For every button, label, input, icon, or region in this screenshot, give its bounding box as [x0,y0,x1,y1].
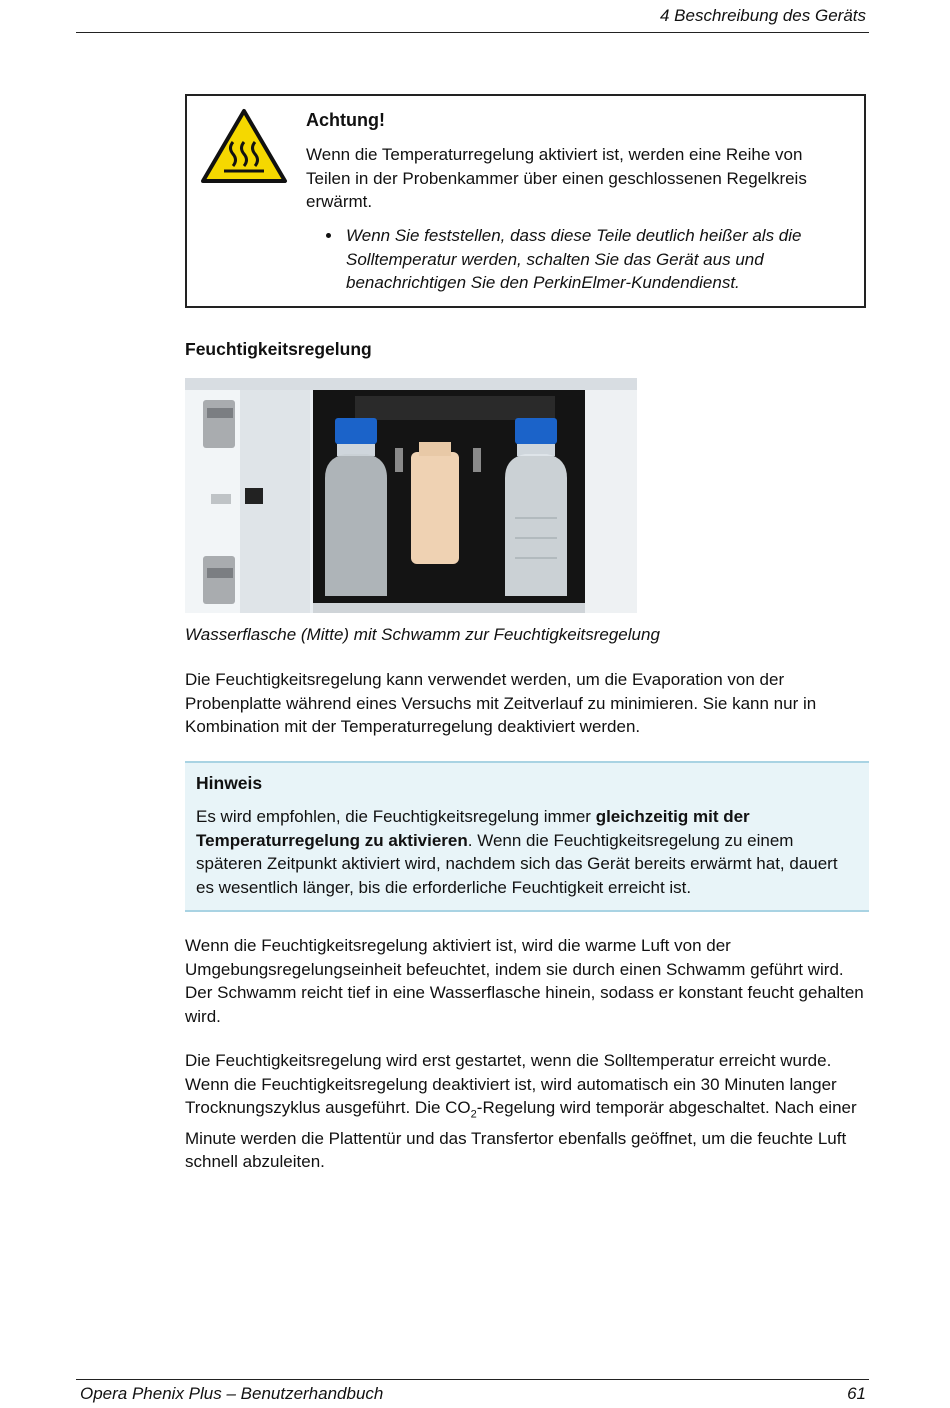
paragraph-humidification: Wenn die Feuchtigkeitsregelung aktiviert ist, wird die warme Luft von der Umgebungsregelungseinheit befeuchtet, indem sie durch einen Schwamm geführt wird. Der Schwamm reicht tief in eine Wasserflasche hinein, sodass er konstant feucht gehalten wird. [185,936,864,1026]
bullet-dot [326,233,331,238]
warning-bullet-text: Wenn Sie feststellen, dass diese Teile deutlich heißer als die Solltemperatur werden, schalten Sie das Gerät aus und benachrichtigen Sie den PerkinElmer-Kundendienst. [346,226,802,292]
paragraph-drying-part1: Die Feuchtigkeitsregelung wird erst gestartet, wenn die Solltemperatur erreicht wurde. Wenn die Feuchtigkeitsregelung deaktiviert ist, wird automatisch ein 30 Minuten langer Trocknungszyklus ausgeführt. Die CO [185,1051,837,1117]
co2-subscript: 2 [470,1108,477,1121]
hot-surface-warning-icon [200,108,288,184]
paragraph-drying-cycle [185,1049,875,1174]
warning-text: Wenn die Temperaturregelung aktiviert ist, werden eine Reihe von Teilen in der Probenkammer über einen geschlossenen Regelkreis erwärmt. [306,145,807,211]
humidity-bottle-photo [185,378,637,613]
page-number: 61 [847,1384,866,1403]
header-rule [76,32,869,33]
photo-caption: Wasserflasche (Mitte) mit Schwamm zur Feuchtigkeitsregelung [185,625,660,644]
manual-title: Opera Phenix Plus – Benutzerhandbuch [80,1384,384,1403]
section-heading: Feuchtigkeitsregelung [185,339,372,359]
chapter-header: 4 Beschreibung des Geräts [659,6,866,25]
note-title: Hinweis [196,773,263,793]
note-text [196,805,856,899]
note-text-end: . Wenn die Feuchtigkeitsregelung zu einem späteren Zeitpunkt aktiviert wird, nachdem sich das Gerät bereits erwärmt hat, dauert es wesentlich länger, bis die erforderliche Feuchtigkeit erreicht ist. [196,830,838,897]
warning-title: Achtung! [306,110,385,130]
note-text-emphasis: gleichzeitig mit der Temperaturregelung zu aktivieren [196,807,750,850]
footer-rule [76,1379,869,1380]
paragraph-intro: Die Feuchtigkeitsregelung kann verwendet werden, um die Evaporation von der Probenplatte während eines Versuchs mit Zeitverlauf zu minimieren. Sie kann nur in Kombination mit der Temperaturregelung deaktiviert werden. [185,670,817,736]
paragraph-drying-part2: -Regelung wird temporär abgeschaltet. Nach einer Minute werden die Plattentür und das Transfertor ebenfalls geöffnet, um die feuchte Luft schnell abzuleiten. [185,1098,857,1172]
note-text-start: Es wird empfohlen, die Feuchtigkeitsregelung immer [196,807,596,826]
